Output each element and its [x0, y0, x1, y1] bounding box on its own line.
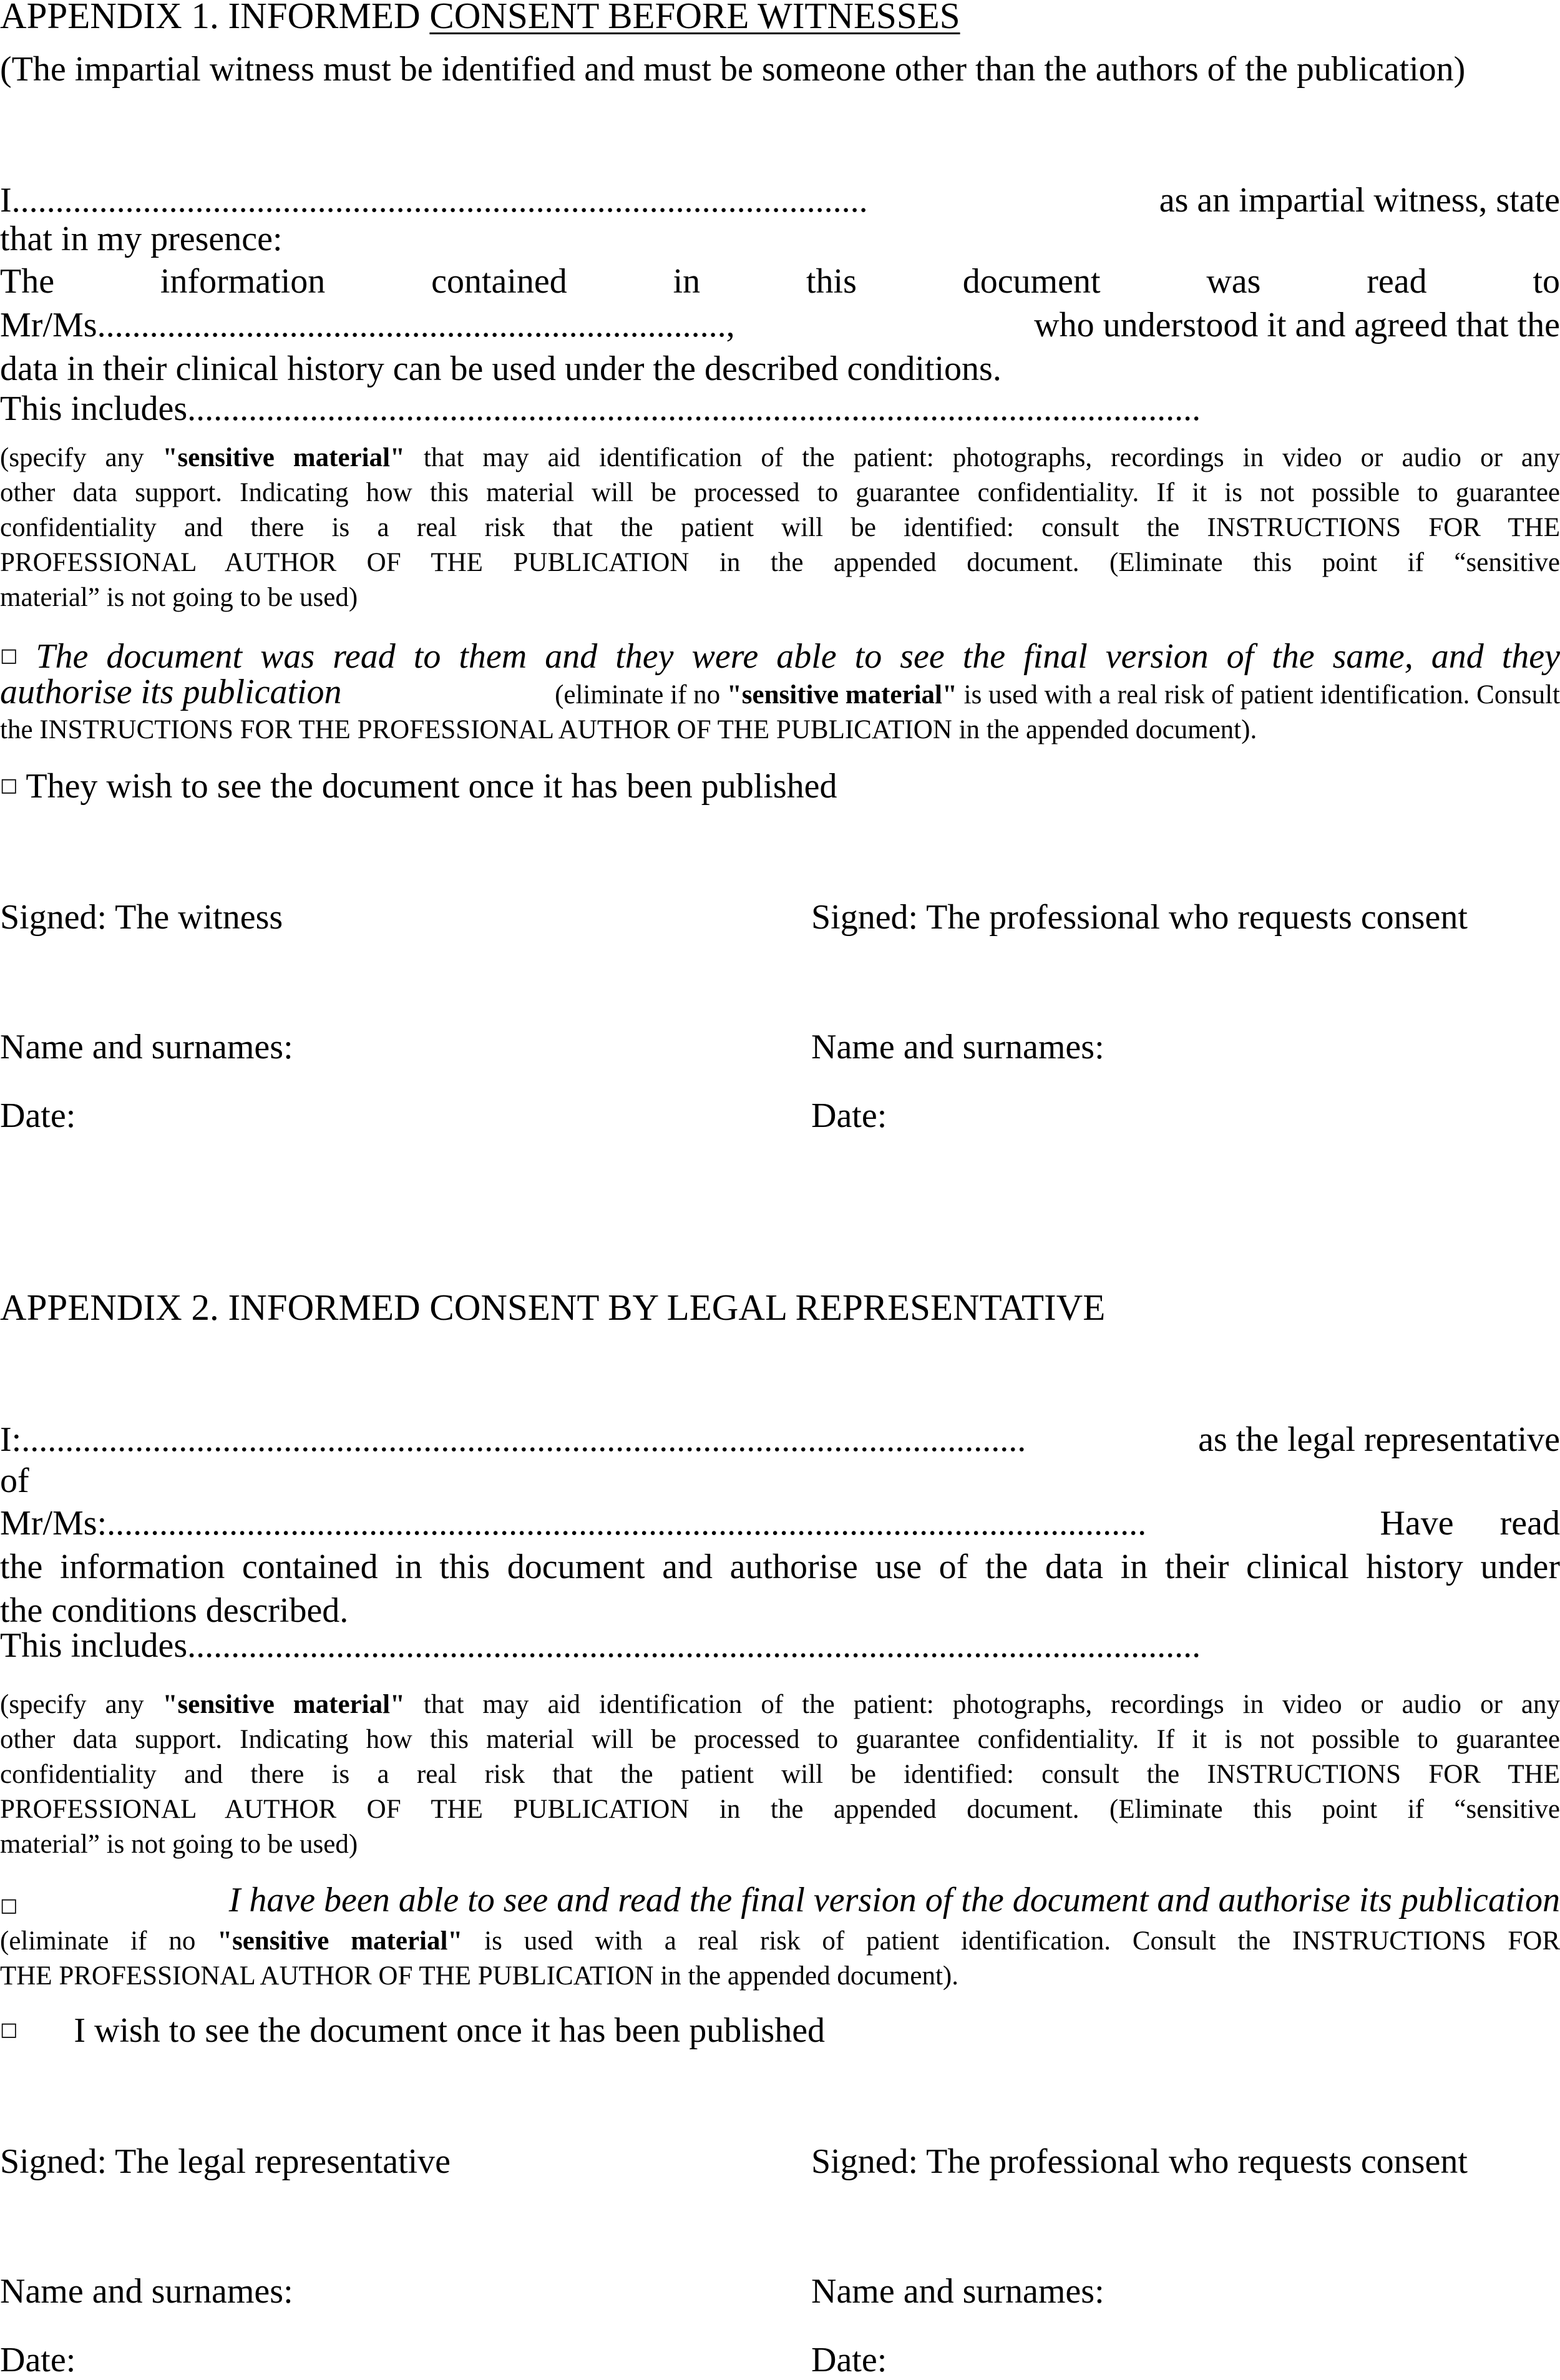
a1-check1-line-2: authorise its publication (eliminate if no "sensitive material" is used with a real risk of patient identification. Consult: [0, 673, 1560, 711]
a1-check1-line-3: the INSTRUCTIONS FOR THE PROFESSIONAL AUTHOR OF THE PUBLICATION in the appended document).: [0, 715, 1257, 744]
a2-check2-label: I wish to see the document once it has been published: [74, 2011, 826, 2050]
a2-note-bold: "sensitive material": [162, 1690, 405, 1719]
checkbox-icon[interactable]: □: [0, 645, 18, 666]
a2-patient-name-blank: Mr/Ms:.......................................................................................................................: [0, 1504, 1147, 1543]
a1-date-professional: Date:: [811, 1096, 887, 1135]
a2-signed-representative: Signed: The legal representative: [0, 2142, 451, 2181]
a2-representative-role: as the legal representative: [1198, 1420, 1560, 1459]
a2-date-professional: Date:: [811, 2341, 887, 2379]
a2-name-representative: Name and surnames:: [0, 2272, 293, 2311]
a2-note-line-1: (specify any "sensitive material" that may aid identification of the patient: photographs, recordings in video or audio or any: [0, 1690, 1560, 1719]
a1-line-mrms: [0, 303, 1560, 347]
a1-checkbox-authorise[interactable]: [0, 634, 1560, 748]
a1-line-presence: that in my presence:: [0, 220, 283, 258]
a2-check1-bold: "sensitive material": [217, 1926, 463, 1956]
a2-check1-line-1: [0, 1878, 1560, 1928]
a2-have-text: Have: [1380, 1504, 1454, 1543]
a1-sensitive-note: [0, 441, 1560, 615]
a2-note-line-3: confidentiality and there is a real risk that the patient will be identified: consult the INSTRUCTIONS FOR THE: [0, 1760, 1560, 1789]
a1-note-bold: "sensitive material": [162, 443, 405, 472]
a1-line-conditions: data in their clinical history can be used under the described conditions.: [0, 349, 1002, 388]
a2-line-includes: This includes....................................................................................................................: [0, 1626, 1201, 1665]
a1-understood-text: who understood it and agreed that the: [1034, 306, 1560, 344]
a2-check1-small: [0, 1924, 1560, 1994]
checkbox-icon[interactable]: □: [0, 774, 18, 796]
appendix-1-subtitle: (The impartial witness must be identified and must be someone other than the authors of the publication): [0, 50, 1466, 89]
a2-line-of: of: [0, 1461, 29, 1500]
a2-line-conditions: the conditions described.: [0, 1591, 349, 1630]
a2-read-text: read: [1499, 1504, 1560, 1543]
appendix-1-statement: [0, 178, 1560, 431]
a2-checkbox-see-document[interactable]: [0, 2008, 1560, 2052]
a1-note-line-2: other data support. Indicating how this material will be processed to guarantee confidentiality. If it is not possible to guarantee: [0, 478, 1560, 507]
a1-line-witness: [0, 178, 1560, 222]
checkbox-icon[interactable]: □: [0, 1895, 18, 1916]
a2-check1-line-3: THE PROFESSIONAL AUTHOR OF THE PUBLICATION in the appended document).: [0, 1961, 958, 1991]
a1-checkbox-see-document[interactable]: [0, 764, 1560, 808]
a1-name-professional: Name and surnames:: [811, 1028, 1104, 1066]
a1-note-line-1: (specify any "sensitive material" that may aid identification of the patient: photographs, recordings in video or audio or any: [0, 443, 1560, 472]
a1-check1-italic: authorise its publication: [0, 673, 342, 711]
a2-sensitive-note: [0, 1687, 1560, 1862]
appendix-1-title-underlined: CONSENT BEFORE WITNESSES: [429, 0, 960, 36]
a2-note-line-5: material” is not going to be used): [0, 1830, 358, 1859]
a2-representative-name-blank: I:...................................................................................................................: [0, 1420, 1026, 1459]
a1-date-witness: Date:: [0, 1096, 76, 1135]
a2-name-professional: Name and surnames:: [811, 2272, 1104, 2311]
a2-check1-line-2: (eliminate if no "sensitive material" is used with a real risk of patient identification. Consult the INSTRUCTIONS FOR: [0, 1926, 1560, 1956]
a1-patient-name-blank: Mr/Ms........................................................................,: [0, 306, 735, 344]
a1-witness-role: as an impartial witness, state: [1159, 181, 1560, 220]
a1-check2-label: They wish to see the document once it has been published: [26, 767, 837, 806]
checkbox-icon[interactable]: □: [0, 2019, 18, 2041]
a1-note-line-5: material” is not going to be used): [0, 583, 358, 612]
a1-note-line-4: PROFESSIONAL AUTHOR OF THE PUBLICATION in the appended document. (Eliminate this point if “sensitive: [0, 548, 1560, 577]
appendix-2-statement: [0, 1418, 1560, 1667]
appendix-1-title-plain: APPENDIX 1. INFORMED: [0, 0, 430, 36]
a1-signed-witness: Signed: The witness: [0, 898, 283, 937]
appendix-1-title: [0, 0, 1560, 36]
a2-signed-professional: Signed: The professional who requests consent: [811, 2142, 1468, 2181]
a2-line-information: the information contained in this document and authorise use of the data in their clinical history under: [0, 1548, 1560, 1586]
a2-date-representative: Date:: [0, 2341, 76, 2379]
a1-witness-name-blank: I..................................................................................................: [0, 181, 868, 220]
a2-note-line-2: other data support. Indicating how this material will be processed to guarantee confidentiality. If it is not possible to guarantee: [0, 1725, 1560, 1754]
a1-line-includes: This includes....................................................................................................................: [0, 389, 1201, 428]
a1-signed-professional: Signed: The professional who requests consent: [811, 898, 1468, 937]
a2-line-mrms: [0, 1501, 1560, 1545]
a1-check1-line-1: □ The document was read to them and they were able to see the final version of the same, and they: [0, 634, 1560, 678]
a1-line-information: The information contained in this document was read to: [0, 262, 1560, 301]
appendix-2-title: APPENDIX 2. INFORMED CONSENT BY LEGAL REPRESENTATIVE: [0, 1287, 1106, 1328]
a2-checkbox-authorise[interactable]: [0, 1878, 1560, 1994]
a2-line-representative: [0, 1418, 1560, 1461]
a1-note-line-3: confidentiality and there is a real risk that the patient will be identified: consult the INSTRUCTIONS FOR THE: [0, 513, 1560, 542]
a1-name-witness: Name and surnames:: [0, 1028, 293, 1066]
a2-check1-italic: I have been able to see and read the final version of the document and authorise its publication: [228, 1881, 1560, 1919]
a2-note-line-4: PROFESSIONAL AUTHOR OF THE PUBLICATION in the appended document. (Eliminate this point if “sensitive: [0, 1795, 1560, 1824]
a1-check1-bold: "sensitive material": [726, 680, 957, 710]
